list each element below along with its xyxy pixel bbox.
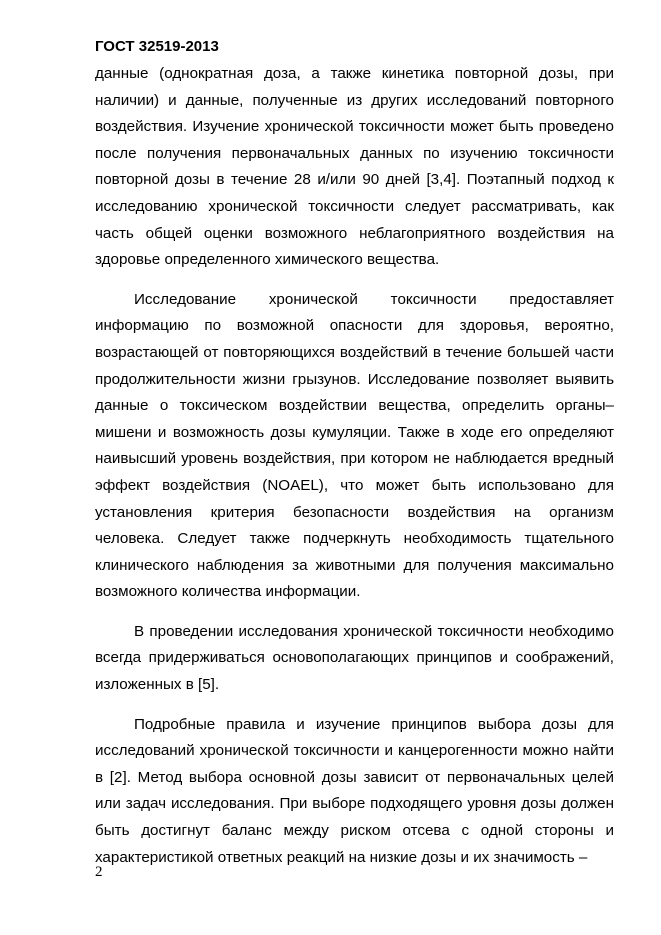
paragraph-continuation: данные (однократная доза, а также кинетика повторной дозы, при наличии) и данные, полученные из других исследований повторного воздействия. Изучение хронической токсичности может быть проведено после получения первоначальных данных по изучению токсичности повторной дозы в течение 28 и/или 90 дней [3,4]. Поэтапный подход к исследованию хронической токсичности следует рассматривать, как часть общей оценки возможного неблагоприятного воздействия на здоровье определенного химического вещества. (95, 65, 614, 269)
paragraph-principles: В проведении исследования хронической токсичности необходимо всегда придерживаться основополагающих принципов и соображений, изложенных в [5]. (95, 622, 614, 694)
page-number: 2 (95, 864, 103, 880)
paragraph-dose-selection: Подробные правила и изучение принципов выбора дозы для исследований хронической токсичности и канцерогенности можно найти в [2]. Метод выбора основной дозы зависит от первоначальных целей или задач исследования. При выборе подходящего уровня дозы должен быть достигнут баланс между риском отсева с одной стороны и характеристикой ответных реакций на низкие дозы и их значимость – (95, 715, 614, 866)
document-standard-title: ГОСТ 32519-2013 (95, 38, 219, 55)
document-body (95, 61, 614, 871)
paragraph-chronic-toxicity-information: Исследование хронической токсичности предоставляет информацию по возможной опасности для здоровья, вероятно, возрастающей от повторяющихся воздействий в течение большей части продолжительности жизни грызунов. Исследование позволяет выявить данные о токсическом воздействии вещества, определить органы–мишени и возможность дозы кумуляции. Также в ходе его определяют наивысший уровень воздействия, при котором не наблюдается вредный эффект воздействия (NOAEL), что может быть использовано для установления критерия безопасности воздействия на организм человека. Следует также подчеркнуть необходимость тщательного клинического наблюдения за животными для получения максимально возможного количества информации. (95, 290, 614, 601)
